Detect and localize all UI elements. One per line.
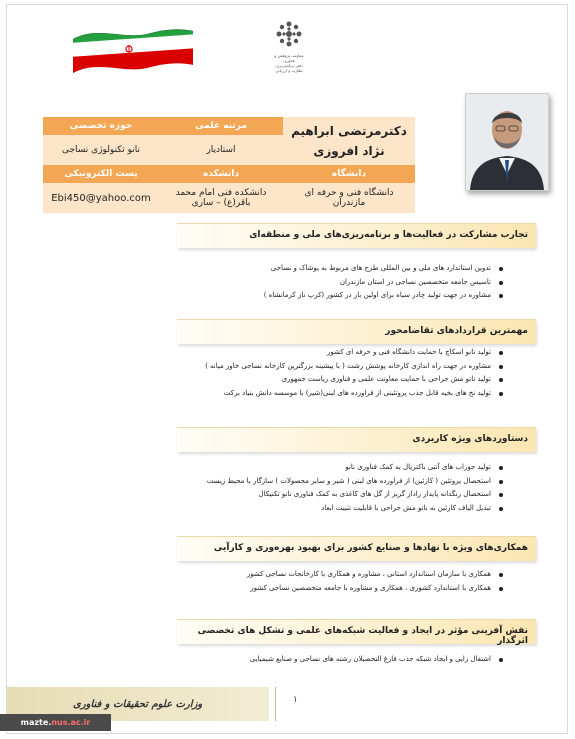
iran-flag-image <box>69 25 197 75</box>
footer-divider <box>275 687 276 721</box>
ministry-logo-icon <box>274 19 304 49</box>
site-domain: nus.ac.ir <box>51 718 91 727</box>
professor-name: دکترمرتضی ابراهیم نژاد افروزی <box>283 117 415 165</box>
section-list-contracts <box>177 346 507 400</box>
faculty-value: دانشکده فنی امام محمد باقر(ع) – ساری <box>159 183 283 213</box>
list-item: تبدیل الیاف کازئین به نانو مش جراحی با قابلیت تثبیت ابعاد <box>177 502 507 516</box>
faculty-header: دانشکده <box>159 165 283 183</box>
person-portrait-image <box>466 94 548 190</box>
rank-header: مرتبه علمی <box>159 117 283 135</box>
list-item: همکاری با سازمان استاندارد استانی ، مشاوره و همکاری با کارخانجات نساجی کشور <box>177 568 507 582</box>
list-item: تولید نانو مش جراحی با حمایت معاونت علمی و فناوری ریاست جمهوری <box>177 373 507 387</box>
section-heading-achievements: دستاوردهای ویژه کاربردی <box>177 427 536 452</box>
section-list-scientific-networks <box>177 653 507 667</box>
list-item: استحصال پروتئین ( کازئین) از فراورده های لبنی ( شیر و سایر محصولات ) سازگار با محیط زیست <box>177 475 507 489</box>
section-heading-industry-cooperation: همکاری‌های ویژه با نهادها و صنایع کشور برای بهبود بهره‌وری و کارآیی <box>177 536 536 561</box>
section-heading-contracts: مهمترین قراردادهای تقاضامحور <box>177 319 536 344</box>
university-value: دانشگاه فنی و حرفه ای مازندران <box>283 183 415 213</box>
list-item: مشاوره در جهت راه اندازی کارخانه پوشش رشت ( با پیشینه بزرگترین کارخانه نساجی خاور میانه ) <box>177 360 507 374</box>
profile-photo <box>465 93 549 191</box>
profile-info-table <box>43 117 415 213</box>
ministry-footer-title: وزارت علوم تحقیقات و فناوری <box>73 699 203 710</box>
section-heading-national-activities: تجارب مشارکت در فعالیت‌ها و برنامه‌ریزی‌های ملی و منطقه‌ای <box>177 223 536 248</box>
list-item: تولید نخ های بخیه قابل جذب پروتئینی از فراورده های لبنی(شیر) با موسسه دانش بنیاد برکت <box>177 387 507 401</box>
website-watermark <box>0 714 111 731</box>
list-item: تدوین استاندارد های ملی و بین المللی طرح های مربوط به پوشاک و نساجی <box>177 262 507 276</box>
email-header: پست الکترونیکی <box>43 165 159 183</box>
email-value[interactable]: Ebi450@yahoo.com <box>43 183 159 213</box>
list-item: تولید نانو اسکاچ با حمایت دانشگاه فنی و حرفه ای کشور <box>177 346 507 360</box>
university-header: دانشگاه <box>283 165 415 183</box>
list-item: استحصال رنگدانه پایدار راداز گریز از گل های کاغذی به کمک فناوری نانو تکنیکال <box>177 488 507 502</box>
list-item: اشتغال زایی و ایجاد شبکه جذب فارغ التحصیلان رشته های نساجی و صنایع شیمیایی <box>177 653 507 667</box>
list-item: همکاری با استاندارد کشوری ، همکاری و مشاوره با جامعه متخصصین نساجی کشور <box>177 582 507 596</box>
ministry-emblem <box>269 19 309 77</box>
document-page <box>6 4 568 734</box>
section-list-industry-cooperation <box>177 568 507 595</box>
rank-value: استادیار <box>159 135 283 165</box>
page-number: ۱ <box>293 695 298 705</box>
list-item: تولید جوراب های آنتی باکتریال به کمک فناوری نانو <box>177 461 507 475</box>
emblem-line-2: دفتر برنامه‌ریزی، نظارت و ارزیابی <box>275 63 303 73</box>
specialty-value: نانو تکنولوژی نساجی <box>43 135 159 165</box>
list-item: مشاوره در جهت تولید چادر سیاه برای اولین بار در کشور (کرپ ناز کرمانشاه ) <box>177 289 507 303</box>
site-prefix: mazte. <box>20 718 52 727</box>
specialty-header: حوزه تخصصی <box>43 117 159 135</box>
section-list-achievements <box>177 461 507 515</box>
section-heading-scientific-networks: نقش آفرینی مؤثر در ایجاد و فعالیت شبکه‌های علمی و تشکل های تخصصی اثرگذار <box>177 619 536 644</box>
section-list-national-activities <box>177 262 507 303</box>
list-item: تاسیس جامعه متخصصین نساجی در استان مازندران <box>177 276 507 290</box>
emblem-line-1: معاونت پژوهش و فناوری <box>274 53 304 63</box>
